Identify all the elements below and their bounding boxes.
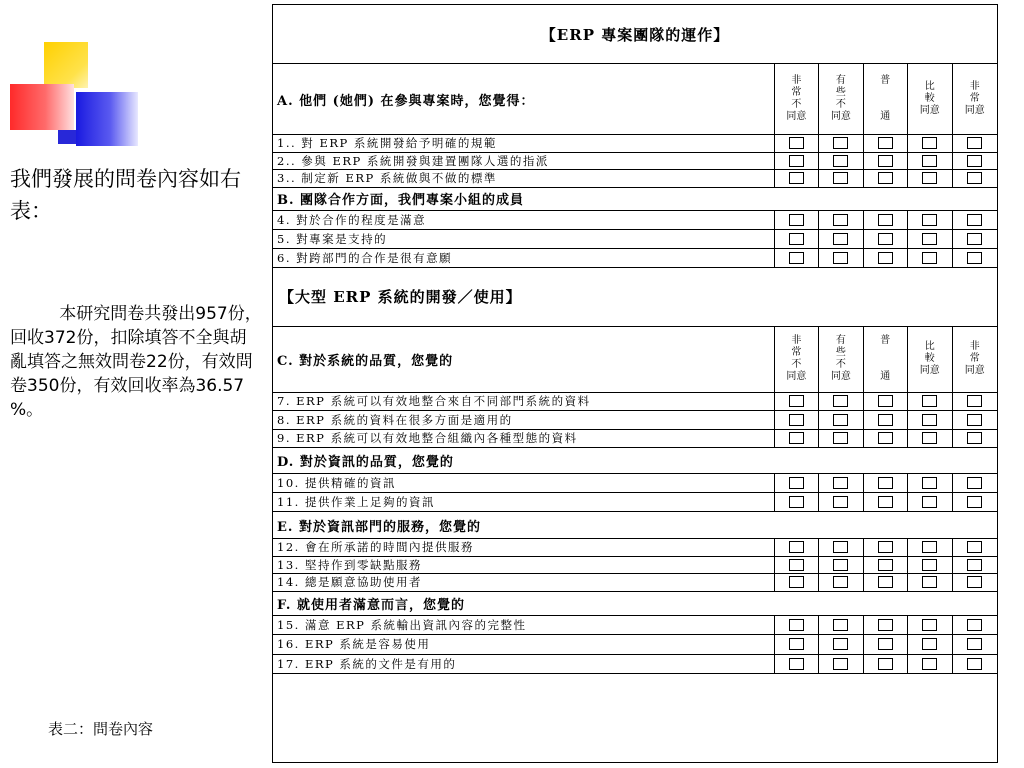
answer-cell xyxy=(775,170,819,187)
answer-cell xyxy=(908,493,952,511)
table-caption: 表二：問卷內容 xyxy=(48,720,154,738)
checkbox[interactable] xyxy=(878,137,893,149)
answer-cell xyxy=(953,230,997,248)
answer-cell xyxy=(953,557,997,574)
question-text: 13. 堅持作到零缺點服務 xyxy=(273,557,775,574)
question-text: 14. 總是願意協助使用者 xyxy=(273,574,775,591)
scale-label-1: 非 常 不 同意 xyxy=(775,327,819,392)
checkbox[interactable] xyxy=(789,233,804,245)
answer-cell xyxy=(864,635,908,654)
answer-cell xyxy=(864,135,908,152)
checkbox[interactable] xyxy=(878,496,893,508)
checkbox[interactable] xyxy=(789,214,804,226)
answer-cell xyxy=(775,616,819,635)
answer-cell xyxy=(864,539,908,556)
checkbox[interactable] xyxy=(967,155,982,167)
checkbox[interactable] xyxy=(878,414,893,426)
answer-cell xyxy=(908,635,952,654)
checkbox[interactable] xyxy=(967,432,982,444)
answer-cell xyxy=(775,153,819,170)
question-row xyxy=(273,211,997,230)
checkbox[interactable] xyxy=(878,477,893,489)
answer-cell xyxy=(908,249,952,267)
slide-heading: 我們發展的問卷內容如右表： xyxy=(10,167,241,223)
checkbox[interactable] xyxy=(789,541,804,553)
checkbox[interactable] xyxy=(967,233,982,245)
question-text: 3.. 制定新 ERP 系統做與不做的標準 xyxy=(273,170,775,187)
question-text: 6. 對跨部門的合作是很有意願 xyxy=(273,249,775,267)
answer-cell xyxy=(775,135,819,152)
answer-cell xyxy=(908,430,952,448)
checkbox[interactable] xyxy=(878,155,893,167)
checkbox[interactable] xyxy=(922,638,937,650)
checkbox[interactable] xyxy=(922,252,937,264)
checkbox[interactable] xyxy=(967,619,982,631)
checkbox[interactable] xyxy=(878,172,893,184)
checkbox[interactable] xyxy=(833,559,848,571)
slide-paragraph: 本研究問卷共發出957份，回收372份，扣除填答不全與胡亂填答之無效問卷22份，有效問卷350份，有效回收率為36.57 %。 xyxy=(10,304,262,420)
scale-label-1: 非 常 不 同意 xyxy=(775,64,819,134)
answer-cell xyxy=(953,411,997,429)
question-text: 10. 提供精確的資訊 xyxy=(273,474,775,492)
checkbox[interactable] xyxy=(878,619,893,631)
checkbox[interactable] xyxy=(922,477,937,489)
scale-header-row xyxy=(273,64,997,135)
answer-cell xyxy=(819,574,863,591)
checkbox[interactable] xyxy=(922,395,937,407)
checkbox[interactable] xyxy=(833,395,848,407)
answer-cell xyxy=(775,574,819,591)
scale-label-4: 比 較 同意 xyxy=(908,64,952,134)
checkbox[interactable] xyxy=(833,477,848,489)
checkbox[interactable] xyxy=(922,496,937,508)
answer-cell xyxy=(908,539,952,556)
checkbox[interactable] xyxy=(789,477,804,489)
answer-cell xyxy=(953,474,997,492)
checkbox[interactable] xyxy=(967,137,982,149)
section-heading: C. 對於系統的品質，您覺的 xyxy=(273,327,775,392)
checkbox[interactable] xyxy=(967,496,982,508)
answer-cell xyxy=(775,230,819,248)
answer-cell xyxy=(864,493,908,511)
answer-cell xyxy=(775,493,819,511)
answer-cell xyxy=(864,249,908,267)
answer-cell xyxy=(775,211,819,229)
question-row xyxy=(273,574,997,592)
answer-cell xyxy=(864,211,908,229)
checkbox[interactable] xyxy=(967,576,982,588)
answer-cell xyxy=(908,411,952,429)
answer-cell xyxy=(953,170,997,187)
part2-title: 【大型 ERP 系統的開發／使用】 xyxy=(279,288,522,306)
checkbox[interactable] xyxy=(789,576,804,588)
checkbox[interactable] xyxy=(878,559,893,571)
checkbox[interactable] xyxy=(789,155,804,167)
checkbox[interactable] xyxy=(789,172,804,184)
answer-cell xyxy=(775,635,819,654)
question-row xyxy=(273,249,997,268)
checkbox[interactable] xyxy=(967,395,982,407)
scale-label-5: 非 常 同意 xyxy=(964,341,985,376)
checkbox[interactable] xyxy=(833,658,848,670)
question-text: 11. 提供作業上足夠的資訊 xyxy=(273,493,775,511)
checkbox[interactable] xyxy=(833,155,848,167)
checkbox[interactable] xyxy=(922,214,937,226)
section-row xyxy=(273,592,997,616)
checkbox[interactable] xyxy=(833,414,848,426)
answer-cell xyxy=(908,153,952,170)
answer-cell xyxy=(864,616,908,635)
checkbox[interactable] xyxy=(789,638,804,650)
answer-cell xyxy=(908,135,952,152)
answer-cell xyxy=(864,430,908,448)
checkbox[interactable] xyxy=(922,559,937,571)
checkbox[interactable] xyxy=(967,658,982,670)
decor-red-rectangle xyxy=(10,84,74,130)
question-row xyxy=(273,153,997,171)
checkbox[interactable] xyxy=(967,172,982,184)
section-heading: E. 對於資訊部門的服務，您覺的 xyxy=(277,519,481,535)
answer-cell xyxy=(908,616,952,635)
answer-cell xyxy=(953,249,997,267)
question-row xyxy=(273,557,997,575)
answer-cell xyxy=(953,539,997,556)
checkbox[interactable] xyxy=(878,233,893,245)
answer-cell xyxy=(864,574,908,591)
question-text: 1.. 對 ERP 系統開發給予明確的規範 xyxy=(273,135,775,152)
question-row xyxy=(273,135,997,153)
answer-cell xyxy=(819,153,863,170)
checkbox[interactable] xyxy=(789,252,804,264)
answer-cell xyxy=(819,430,863,448)
checkbox[interactable] xyxy=(833,541,848,553)
answer-cell xyxy=(908,393,952,411)
checkbox[interactable] xyxy=(922,619,937,631)
answer-cell xyxy=(819,539,863,556)
section-row xyxy=(273,512,997,539)
answer-cell xyxy=(953,574,997,591)
answer-cell xyxy=(908,474,952,492)
scale-label-3: 普 通 xyxy=(864,327,908,392)
answer-cell xyxy=(819,557,863,574)
answer-cell xyxy=(908,557,952,574)
answer-cell xyxy=(775,557,819,574)
checkbox[interactable] xyxy=(878,432,893,444)
scale-label-3: 普 通 xyxy=(864,64,908,134)
checkbox[interactable] xyxy=(967,559,982,571)
checkbox[interactable] xyxy=(833,576,848,588)
section-heading: D. 對於資訊的品質，您覺的 xyxy=(277,455,454,470)
question-text: 12. 會在所承諾的時間內提供服務 xyxy=(273,539,775,556)
checkbox[interactable] xyxy=(922,155,937,167)
checkbox[interactable] xyxy=(922,658,937,670)
section-row xyxy=(273,448,997,474)
decor-yellow-square xyxy=(44,42,88,88)
answer-cell xyxy=(864,474,908,492)
checkbox[interactable] xyxy=(789,432,804,444)
answer-cell xyxy=(775,393,819,411)
scale-header-row xyxy=(273,327,997,393)
checkbox[interactable] xyxy=(833,252,848,264)
answer-cell xyxy=(819,411,863,429)
checkbox[interactable] xyxy=(833,496,848,508)
question-row xyxy=(273,411,997,430)
question-text: 8. ERP 系統的資料在很多方面是適用的 xyxy=(273,411,775,429)
answer-cell xyxy=(908,230,952,248)
answer-cell xyxy=(819,230,863,248)
checkbox[interactable] xyxy=(967,252,982,264)
question-text: 7. ERP 系統可以有效地整合來自不同部門系統的資料 xyxy=(273,393,775,411)
question-text: 4. 對於合作的程度是滿意 xyxy=(273,211,775,229)
question-text: 5. 對專案是支持的 xyxy=(273,230,775,248)
answer-cell xyxy=(819,493,863,511)
checkbox[interactable] xyxy=(967,414,982,426)
answer-cell xyxy=(864,230,908,248)
section-heading: B. 團隊合作方面，我們專案小組的成員 xyxy=(277,193,525,208)
answer-cell xyxy=(819,474,863,492)
answer-cell xyxy=(819,635,863,654)
checkbox[interactable] xyxy=(789,619,804,631)
answer-cell xyxy=(953,655,997,674)
answer-cell xyxy=(864,153,908,170)
survey-table xyxy=(272,4,998,763)
question-text: 15. 滿意 ERP 系統輸出資訊內容的完整性 xyxy=(273,616,775,635)
checkbox[interactable] xyxy=(833,172,848,184)
answer-cell xyxy=(864,655,908,674)
checkbox[interactable] xyxy=(833,214,848,226)
question-row xyxy=(273,655,997,675)
answer-cell xyxy=(775,539,819,556)
checkbox[interactable] xyxy=(878,252,893,264)
scale-label-2: 有 些 不 同意 xyxy=(819,327,863,392)
question-text: 9. ERP 系統可以有效地整合組織內各種型態的資料 xyxy=(273,430,775,448)
part2-title-row xyxy=(273,268,997,327)
checkbox[interactable] xyxy=(878,541,893,553)
checkbox[interactable] xyxy=(878,658,893,670)
checkbox[interactable] xyxy=(967,214,982,226)
section-row xyxy=(273,188,997,211)
answer-cell xyxy=(953,430,997,448)
answer-cell xyxy=(819,211,863,229)
checkbox[interactable] xyxy=(833,619,848,631)
scale-label-2: 有 些 不 同意 xyxy=(819,64,863,134)
answer-cell xyxy=(775,249,819,267)
checkbox[interactable] xyxy=(878,395,893,407)
answer-cell xyxy=(953,153,997,170)
answer-cell xyxy=(953,493,997,511)
answer-cell xyxy=(908,655,952,674)
section-heading: F. 就使用者滿意而言，您覺的 xyxy=(277,597,465,613)
answer-cell xyxy=(819,655,863,674)
answer-cell xyxy=(819,616,863,635)
checkbox[interactable] xyxy=(833,137,848,149)
answer-cell xyxy=(819,135,863,152)
answer-cell xyxy=(864,411,908,429)
answer-cell xyxy=(819,393,863,411)
question-row xyxy=(273,170,997,188)
question-row xyxy=(273,493,997,512)
checkbox[interactable] xyxy=(789,559,804,571)
question-row xyxy=(273,539,997,557)
decor-blue-edge xyxy=(58,130,76,144)
checkbox[interactable] xyxy=(878,638,893,650)
checkbox[interactable] xyxy=(967,477,982,489)
checkbox[interactable] xyxy=(833,233,848,245)
answer-cell xyxy=(775,474,819,492)
scale-label-5: 非 常 同意 xyxy=(964,81,985,116)
answer-cell xyxy=(864,557,908,574)
question-row xyxy=(273,474,997,493)
survey-title: 【ERP 專案團隊的運作】 xyxy=(540,25,730,44)
question-text: 16. ERP 系統是容易使用 xyxy=(273,635,775,654)
checkbox[interactable] xyxy=(789,414,804,426)
question-row xyxy=(273,635,997,655)
answer-cell xyxy=(819,170,863,187)
answer-cell xyxy=(953,135,997,152)
survey-title-row xyxy=(273,5,997,64)
question-row xyxy=(273,616,997,636)
checkbox[interactable] xyxy=(789,658,804,670)
checkbox[interactable] xyxy=(789,496,804,508)
answer-cell xyxy=(819,249,863,267)
checkbox[interactable] xyxy=(833,638,848,650)
checkbox[interactable] xyxy=(922,576,937,588)
answer-cell xyxy=(953,211,997,229)
checkbox[interactable] xyxy=(878,576,893,588)
checkbox[interactable] xyxy=(967,638,982,650)
question-row xyxy=(273,230,997,249)
answer-cell xyxy=(864,393,908,411)
answer-cell xyxy=(775,411,819,429)
question-row xyxy=(273,393,997,412)
answer-cell xyxy=(908,170,952,187)
answer-cell xyxy=(953,635,997,654)
checkbox[interactable] xyxy=(922,414,937,426)
answer-cell xyxy=(775,430,819,448)
checkbox[interactable] xyxy=(922,233,937,245)
decor-blue-square xyxy=(76,92,138,146)
checkbox[interactable] xyxy=(878,214,893,226)
checkbox[interactable] xyxy=(833,432,848,444)
answer-cell xyxy=(908,211,952,229)
scale-label-4: 比 較 同意 xyxy=(908,327,952,392)
answer-cell xyxy=(775,655,819,674)
answer-cell xyxy=(908,574,952,591)
section-heading: A. 他們 (她們) 在參與專案時，您覺得： xyxy=(273,64,775,134)
answer-cell xyxy=(953,393,997,411)
checkbox[interactable] xyxy=(922,432,937,444)
checkbox[interactable] xyxy=(789,137,804,149)
checkbox[interactable] xyxy=(789,395,804,407)
checkbox[interactable] xyxy=(922,172,937,184)
answer-cell xyxy=(864,170,908,187)
answer-cell xyxy=(953,616,997,635)
checkbox[interactable] xyxy=(922,541,937,553)
checkbox[interactable] xyxy=(967,541,982,553)
question-row xyxy=(273,430,997,449)
question-text: 2.. 參與 ERP 系統開發與建置團隊人選的指派 xyxy=(273,153,775,170)
question-text: 17. ERP 系統的文件是有用的 xyxy=(273,655,775,674)
checkbox[interactable] xyxy=(922,137,937,149)
